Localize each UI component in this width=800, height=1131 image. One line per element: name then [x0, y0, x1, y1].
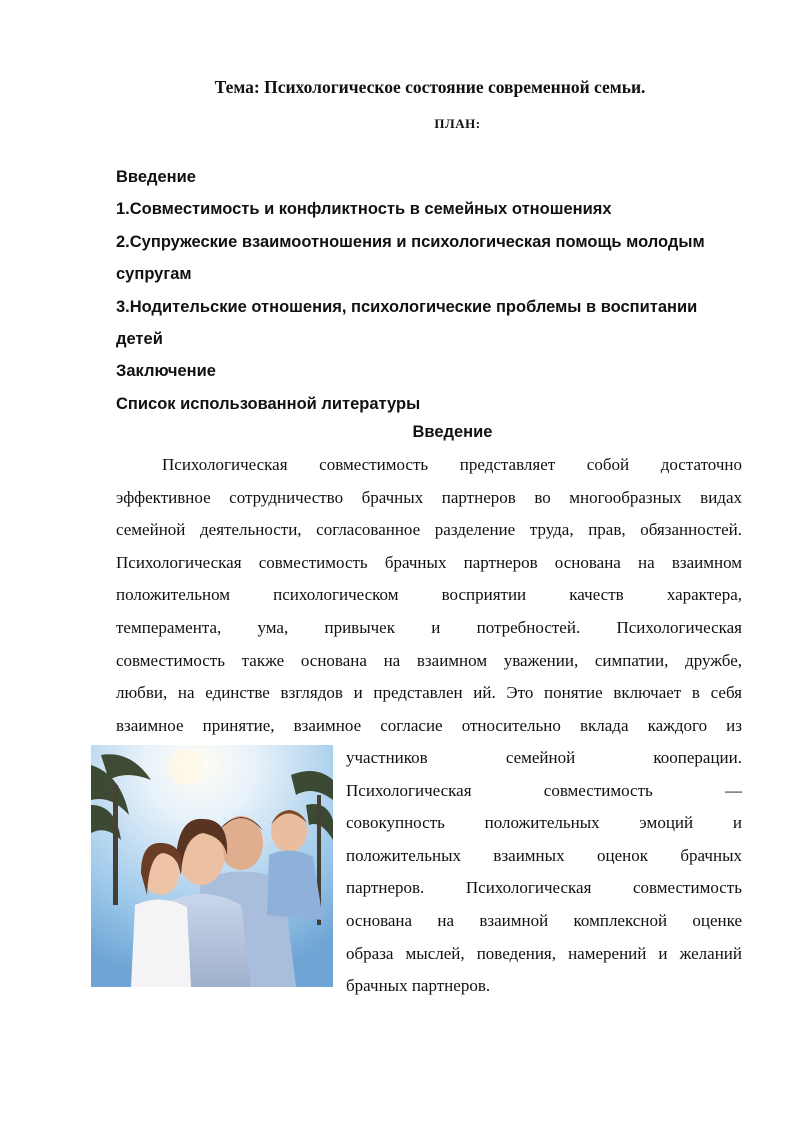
paragraph-line: совместимость также основана на взаимном уважении, симпатии, дружбе,: [116, 650, 742, 670]
paragraph-line: совокупность положительных эмоций и: [346, 813, 742, 833]
paragraph-line: любви, на единстве взглядов и представлен ий. Это понятие включает в себя: [116, 683, 742, 703]
plan-item: детей: [116, 330, 163, 349]
plan-list: [116, 161, 746, 420]
paragraph-line: эффективное сотрудничество брачных партнеров во многообразных видах: [116, 487, 742, 507]
paragraph-line: основана на взаимной комплексной оценке: [346, 910, 742, 930]
paragraph-line: участников семейной кооперации.: [346, 748, 742, 767]
paragraph-line: брачных партнеров.: [346, 976, 491, 996]
plan-item: Список использованной литературы: [116, 394, 421, 413]
paragraph-line: Психологическая совместимость представляет собой достаточно: [162, 455, 742, 474]
paragraph-line: положительных взаимных оценок брачных: [346, 845, 742, 865]
family-photo: [91, 745, 333, 987]
plan-item: Заключение: [116, 362, 216, 381]
plan-item: 3.Нодительские отношения, психологические проблемы в воспитании: [116, 297, 698, 316]
paragraph-line: темперамента, ума, привычек и потребностей. Психологическая: [116, 617, 742, 637]
document-title: Тема: Психологическое состояние современной семьи.: [214, 77, 646, 97]
paragraph-line: семейной деятельности, согласованное разделение труда, прав, обязанностей.: [116, 520, 742, 540]
paragraph-line: Психологическая совместимость брачных партнеров основана на взаимном: [116, 552, 742, 572]
plan-label: ПЛАН:: [434, 116, 481, 131]
paragraph-line: взаимное принятие, взаимное согласие относительно вклада каждого из: [116, 715, 742, 735]
intro-paragraph: [116, 449, 742, 742]
plan-item: Введение: [116, 168, 196, 186]
section-heading: Введение: [412, 423, 493, 441]
paragraph-line: партнеров. Психологическая совместимость: [346, 878, 742, 898]
paragraph-line: положительном психологическом восприятии качеств характера,: [116, 585, 742, 605]
paragraph-line: Психологическая совместимость —: [346, 780, 742, 800]
plan-item: супругам: [116, 265, 192, 284]
paragraph-line: образа мыслей, поведения, намерений и желаний: [346, 943, 742, 963]
side-paragraph: [346, 742, 742, 1003]
plan-item: 2.Супружеские взаимоотношения и психологическая помощь молодым: [116, 232, 705, 251]
plan-item: 1.Совместимость и конфликтность в семейных отношениях: [116, 200, 612, 219]
